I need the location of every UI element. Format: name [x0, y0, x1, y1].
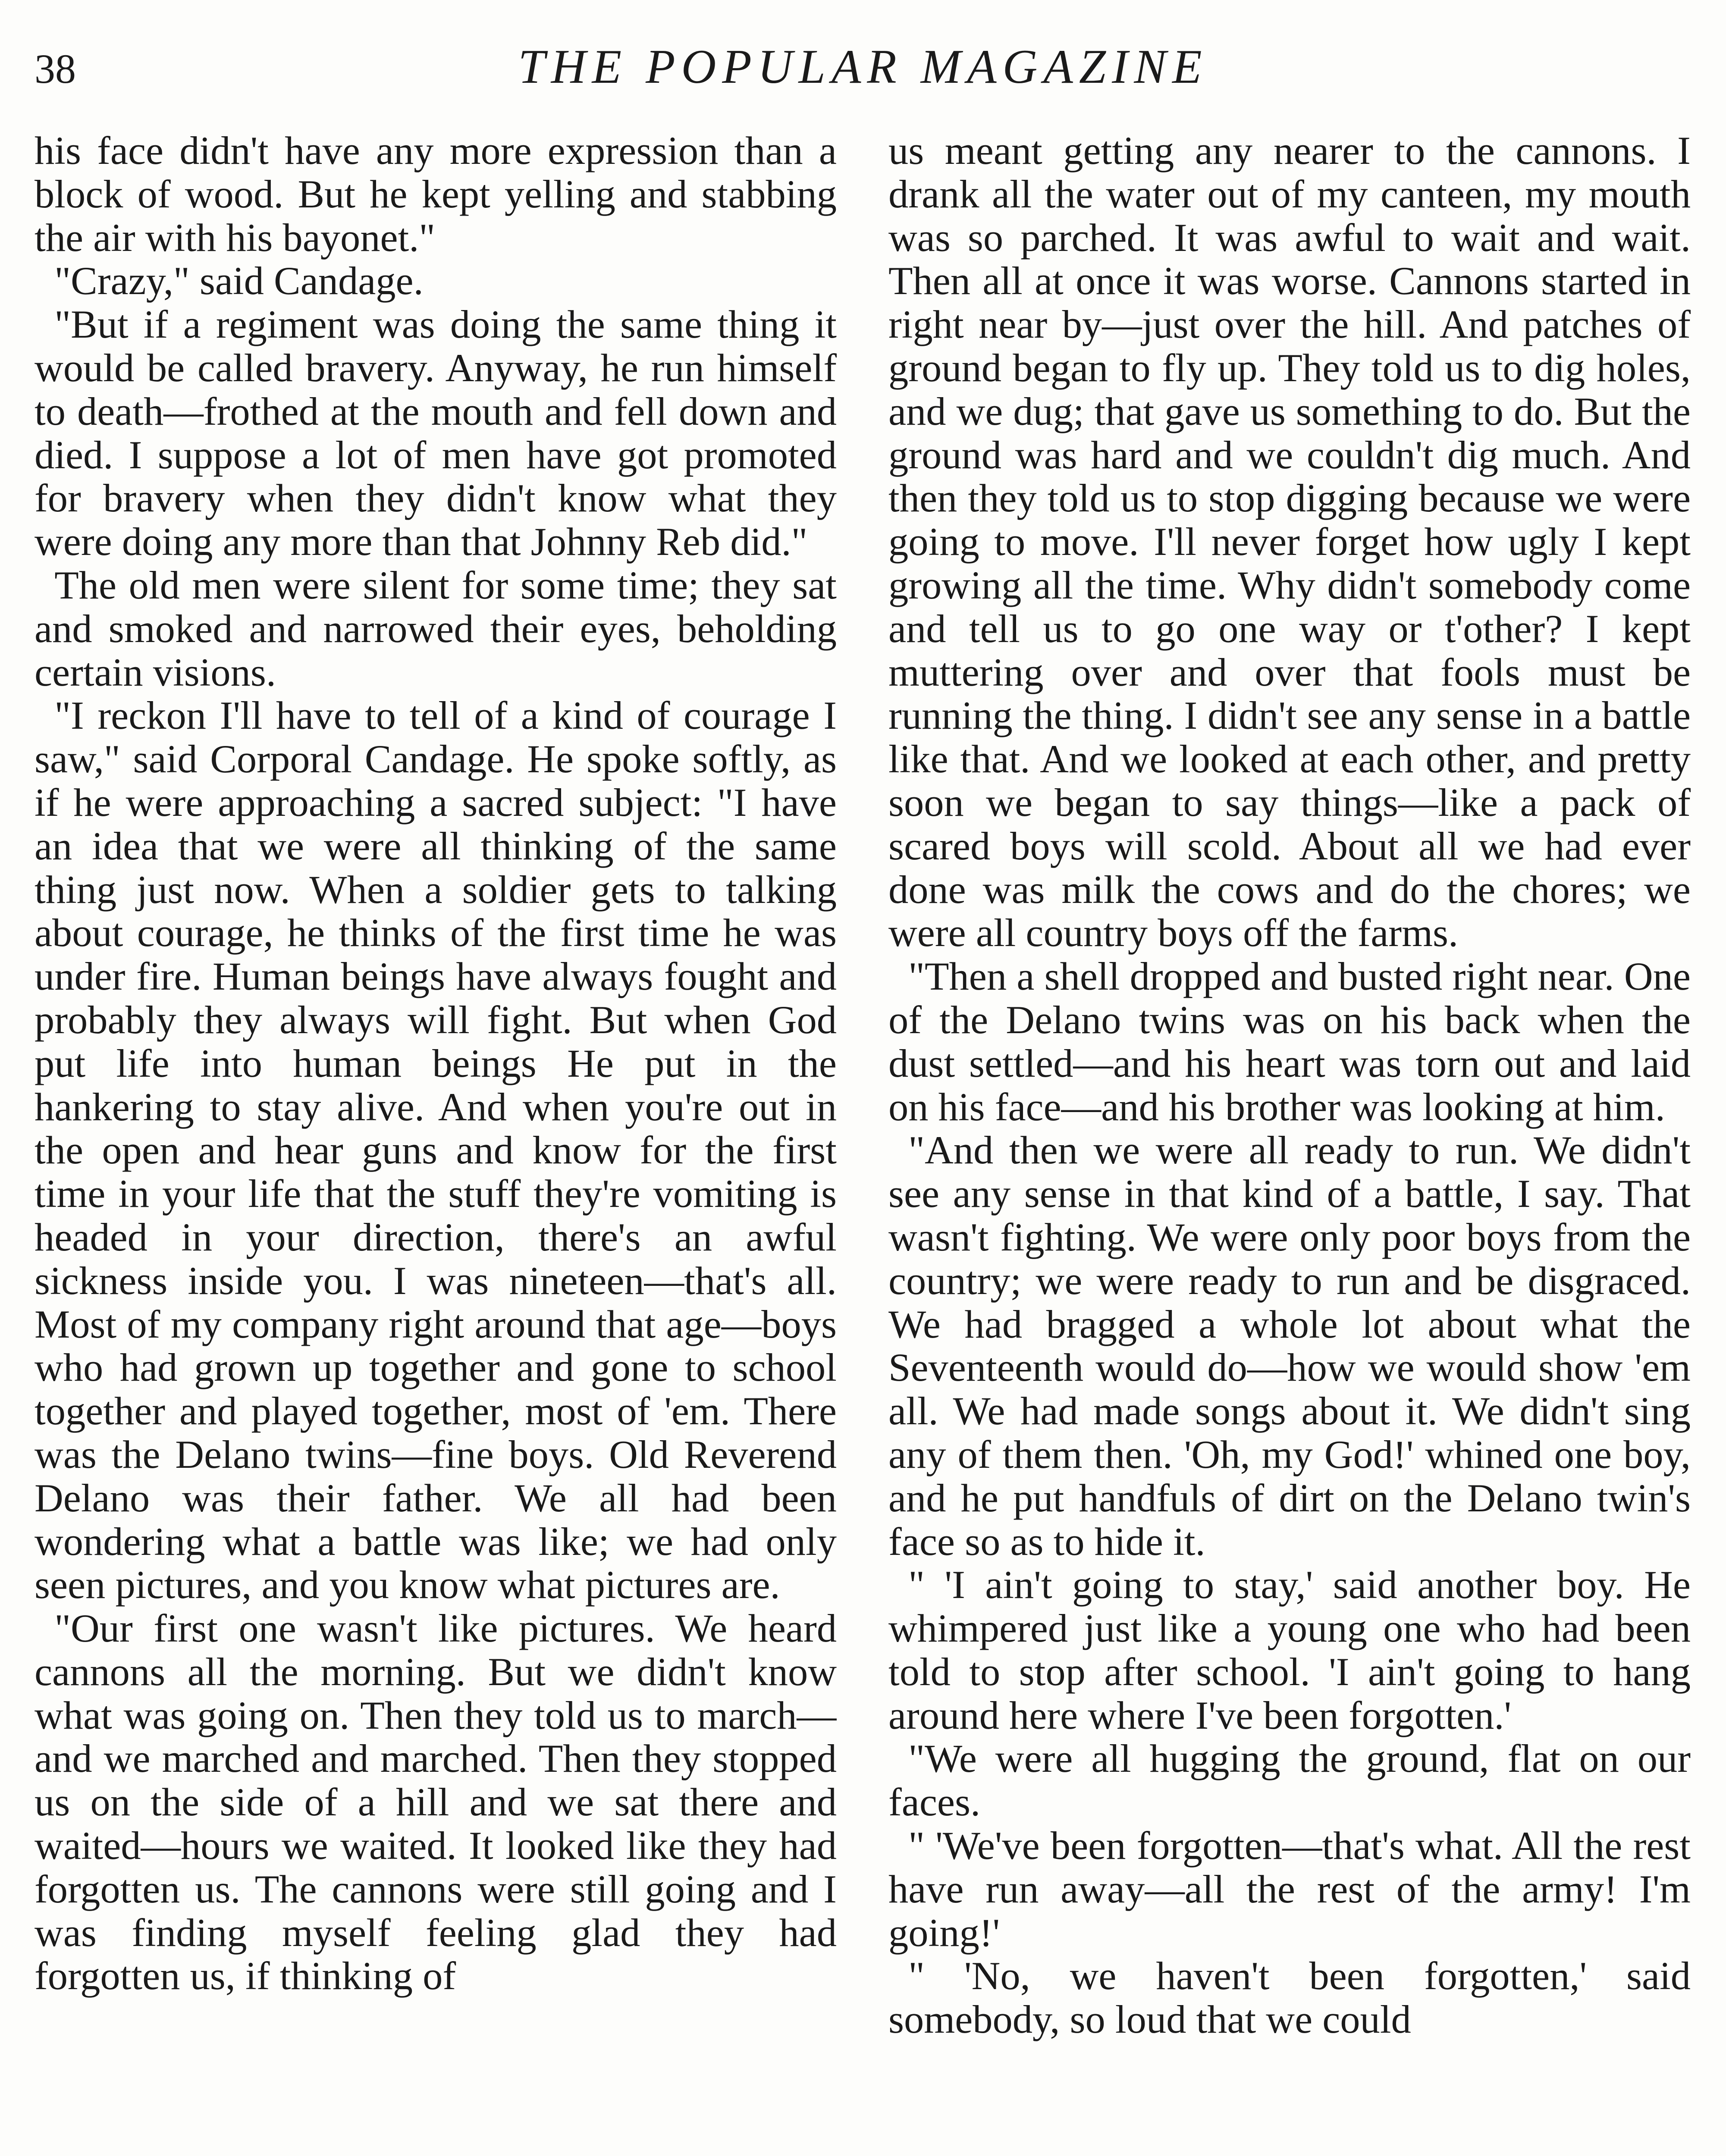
paragraph: "Crazy," said Candage. [54, 259, 424, 304]
paragraph: "We were all hugging the ground, flat on our faces. [888, 1737, 1691, 1825]
running-head: THE POPULAR MAGAZINE [518, 40, 1208, 94]
paragraph: "But if a regiment was doing the same thing it would be called bravery. Anyway, he run himself to death—frothed at the mouth and fell down and died. I suppose a lot of men have got promoted for bravery when they didn't know what they were doing any more than that Johnny Reb did." [35, 303, 837, 564]
paragraph: "I reckon I'll have to tell of a kind of courage I saw," said Corporal Candage. He spoke softly, as if he were approaching a sacred subject: "I have an idea that we were all thinking of the same thing just now. When a soldier gets to talking about courage, he thinks of the first time he was under fire. Human beings have always fought and probably they always will fight. But when God put life into human beings He put in the hankering to stay alive. And when you're out in the open and hear guns and know for the first time in your life that the stuff they're vomiting is headed in your direction, there's an awful sickness inside you. I was nineteen—that's all. Most of my company right around that age—boys who had grown up together and gone to school together and played together, most of 'em. There was the Delano twins—fine boys. Old Reverend Delano was their father. We all had been wondering what a battle was like; we had only seen pictures, and you know what pictures are. [35, 694, 837, 1608]
paragraph: his face didn't have any more expression than a block of wood. But he kept yelling and stabbing the air with his bayonet." [35, 129, 837, 260]
page-number: 38 [35, 46, 76, 92]
paragraph: The old men were silent for some time; they sat and smoked and narrowed their eyes, beholding certain visions. [35, 563, 837, 695]
paragraph: "Our first one wasn't like pictures. We heard cannons all the morning. But we didn't know what was going on. Then they told us to march—and we marched and marched. Then they stopped us on the side of a hill and we sat there and waited—hours we waited. It looked like they had forgotten us. The cannons were still going and I was finding myself feeling glad they had forgotten us, if thinking of [35, 1607, 837, 1999]
paragraph: us meant getting any nearer to the cannons. I drank all the water out of my canteen, my mouth was so parched. It was awful to wait and wait. Then all at once it was worse. Cannons started in right near by—just over the hill. And patches of ground began to fly up. They told us to dig holes, and we dug; that gave us something to do. But the ground was hard and we couldn't dig much. And then they told us to stop digging because we were going to move. I'll never forget how ugly I kept growing all the time. Why didn't somebody come and tell us to go one way or t'other? I kept muttering over and over that fools must be running the thing. I didn't see any sense in a battle like that. And we looked at each other, and pretty soon we began to say things—like a pack of scared boys will scold. About all we had ever done was milk the cows and do the chores; we were all country boys off the farms. [888, 129, 1691, 956]
paragraph: " 'We've been forgotten—that's what. All the rest have run away—all the rest of the army! I'm going!' [888, 1824, 1691, 1955]
left-column [35, 129, 837, 2156]
paragraph: " 'I ain't going to stay,' said another boy. He whimpered just like a young one who had been told to stop after school. 'I ain't going to hang around here where I've been forgotten.' [888, 1563, 1691, 1738]
right-column [888, 129, 1691, 2156]
paragraph: "And then we were all ready to run. We didn't see any sense in that kind of a battle, I say. That wasn't fighting. We were only poor boys from the country; we were ready to run and be disgraced. We had bragged a whole lot about what the Seventeenth would do—how we would show 'em all. We had made songs about it. We didn't sing any of them then. 'Oh, my God!' whined one boy, and he put handfuls of dirt on the Delano twin's face so as to hide it. [888, 1128, 1691, 1564]
paragraph: "Then a shell dropped and busted right near. One of the Delano twins was on his back when the dust settled—and his heart was torn out and laid on his face—and his brother was looking at him. [888, 955, 1691, 1129]
paragraph: " 'No, we haven't been forgotten,' said somebody, so loud that we could [888, 1954, 1691, 2042]
